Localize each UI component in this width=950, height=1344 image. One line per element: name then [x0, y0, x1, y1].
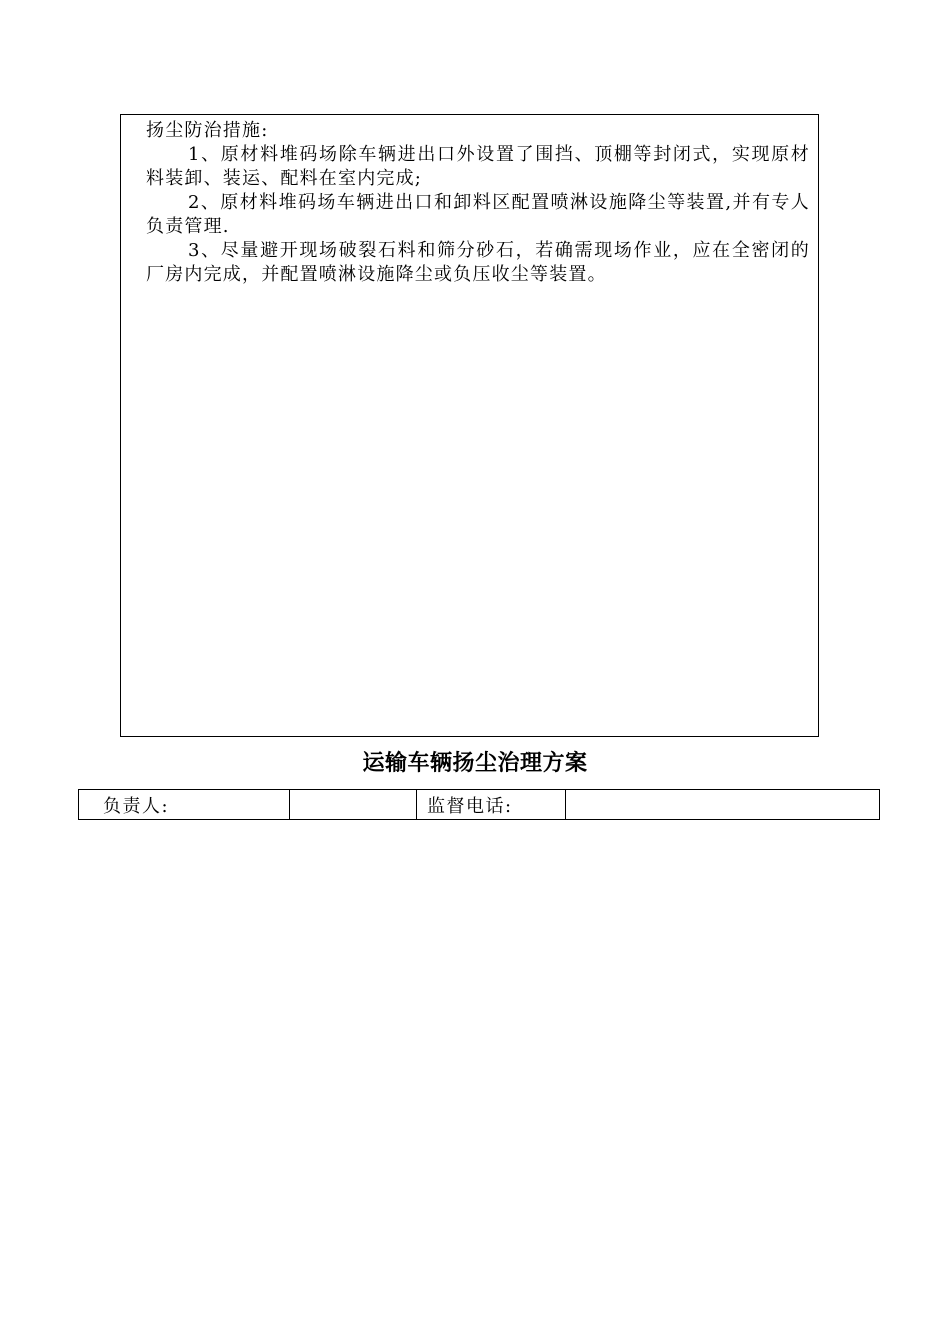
- measure-item-3: 3、尽量避开现场破裂石料和筛分砂石，若确需现场作业，应在全密闭的厂房内完成，并配置喷淋设施降尘或负压收尘等装置。: [146, 240, 810, 285]
- contact-table: [78, 789, 880, 820]
- measures-heading: 扬尘防治措施:: [146, 120, 269, 141]
- measure-item-1: 1、原材料堆码场除车辆进出口外设置了围挡、顶棚等封闭式，实现原材料装卸、装运、配料在室内完成;: [146, 144, 810, 189]
- supervision-phone-label: 监督电话:: [417, 790, 566, 820]
- contact-row: [79, 790, 880, 820]
- measure-item-2: 2、原材料堆码场车辆进出口和卸料区配置喷淋设施降尘等装置,并有专人负责管理.: [146, 192, 810, 237]
- responsible-label: 负责人:: [79, 790, 290, 820]
- plan-title: 运输车辆扬尘治理方案: [362, 750, 588, 776]
- dust-control-measures-box: [120, 114, 819, 737]
- supervision-phone-value: [566, 790, 880, 820]
- responsible-value: [290, 790, 417, 820]
